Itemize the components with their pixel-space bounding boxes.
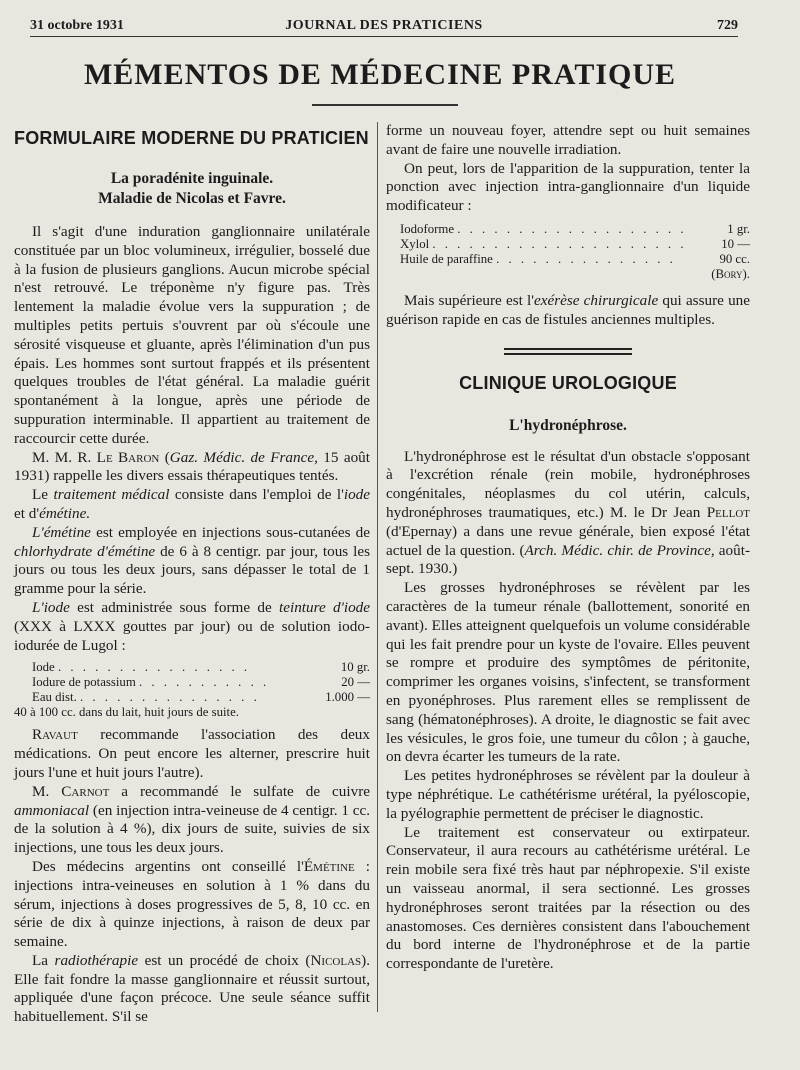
column-divider xyxy=(377,122,378,1012)
formula-row: Iodoforme . . . . . . . . . . . . . . . . . . . 1 gr. xyxy=(400,221,750,236)
emph-radiotherapie: radiothérapie xyxy=(54,951,139,969)
formula-author-bory: (Bory). xyxy=(711,266,750,281)
text-fragment: (en injection intra-veineuse de 4 centigr. 1 cc. de la solution à 4 %), dix jours de suite, suivies de six injections, une tous les deux jours. xyxy=(14,801,371,857)
formula-lugol xyxy=(14,655,370,705)
author-nicolas: Nicolas xyxy=(310,951,362,969)
article-title-hydronephrose: L'hydronéphrose. xyxy=(509,416,627,434)
formula-item: Huile de paraffine xyxy=(400,251,493,266)
right-column xyxy=(386,122,750,974)
article-title-line-1: La poradénite inguinale. xyxy=(110,170,274,187)
paragraph-continuation: forme un nouveau foyer, attendre sept ou huit semaines avant de faire une nouvelle irradiation. xyxy=(386,122,750,158)
text-fragment: consiste dans l'emploi de l' xyxy=(174,486,344,504)
formula-qty: 90 cc. xyxy=(719,251,750,266)
text-fragment: Le xyxy=(32,486,49,504)
text-fragment: Mais supérieure est l' xyxy=(404,291,534,309)
text-fragment: L'hydronéphrose est le résultat d'un obstacle s'opposant à l'excrétion rénale (rein mobile, hydronéphroses congénitales, néoplasmes du col utérin, calculs, hydronéphroses traumatiques, etc.) M. le Dr Jean xyxy=(386,447,750,521)
journal-name: JOURNAL DES PRATICIENS xyxy=(285,18,483,33)
left-column xyxy=(14,122,370,1027)
paragraph-traitement: Le traitement est conservateur ou extirpateur. Conservateur, il aura recours au cathétérisme urétéral. Le rein mobile sera fixé très haut par néphropexie. S'il existe un vaisseau anormal, il sera sectionné. Les grosses hydronéphroses seront traitées par la résection ou des anastomoses. Ces dernières consistent dans l'abouchement du bord interne de l'hydronéphrose et de la partie correspondante de l'uretère. xyxy=(386,823,750,973)
paragraph-grosses: Les grosses hydronéphroses se révèlent par les caractères de la tumeur rénale (ballottement, sonorité en avant). Elles atteignent quelquefois un volume considérable qui les fait prendre pour un kyste de l'ovaire. Elles peuvent se rompre et produire des symptômes de péritonite, comprimer les organes voisins, s'infectent, se transforment en pyonéphroses. Plus rarement elles se remplissent de sang (hématonéphroses). A droite, le diagnostic se fait avec les vésicules, le gros foie, une tumeur du côlon ; à gauche, on devra écarter les tumeurs de la rate. xyxy=(386,579,750,766)
article-title-line-2: Maladie de Nicolas et Favre. xyxy=(98,190,286,207)
emph-chlorhydrate: chlorhydrate d'émétine xyxy=(14,542,156,560)
running-header xyxy=(30,16,738,37)
formula-row: Iodure de potassium . . . . . . . . . . . 20 — xyxy=(32,675,370,690)
title-rule xyxy=(312,104,458,106)
section-heading-clinique: CLINIQUE UROLOGIQUE xyxy=(459,372,677,393)
author-le-baron: M. R. Le Baron xyxy=(54,448,160,466)
author-pellot: Pellot xyxy=(706,503,750,521)
emph-traitement: traitement médical xyxy=(53,486,170,504)
issue-date: 31 octobre 1931 xyxy=(30,18,124,33)
paragraph-traitement-medical xyxy=(14,486,370,524)
emph-exerese: exérèse chirurgicale xyxy=(533,291,659,309)
formula-qty: 1 gr. xyxy=(727,221,750,236)
paragraph-ponction: On peut, lors de l'apparition de la suppuration, tenter la ponction avec injection intra-ganglionnaire d'un liquide modificateur : xyxy=(386,159,750,215)
author-ravaut: Ravaut xyxy=(32,726,78,744)
paragraph-carnot xyxy=(14,783,370,858)
section-double-rule xyxy=(504,348,632,355)
paragraph-exerese xyxy=(386,292,750,330)
formula-item: Iodoforme xyxy=(400,221,455,236)
text-fragment: : injections intra-veineuses en solution à 1 % dans du sérum, injections à doses progressives de 5, 8, 10 cc. en série de dix à quinze injections, à raison de deux par semaine. xyxy=(14,857,371,951)
paragraph-le-baron-rest: 15 août 1931) rappelle les divers essais thérapeutiques tentés. xyxy=(14,448,370,485)
text-fragment: recommande l'association des deux médications. On peut encore les alterner, prescrire huit jours l'une et huit jours l'autre). xyxy=(14,726,370,781)
dose-instructions: 40 à 100 cc. dans du lait, huit jours de suite. xyxy=(14,705,239,720)
formula-row: Iode . . . . . . . . . . . . . . . . 10 gr. xyxy=(32,660,370,675)
formula-qty: 10 gr. xyxy=(340,660,370,675)
text-fragment: (d'Epernay) a dans une revue générale, bien exposé l'état actuel de la question. ( xyxy=(386,522,750,559)
text-fragment: M. xyxy=(32,782,50,800)
text-fragment: de 6 à 8 centigr. par jour, tous les jours ou tous les deux jours, sans dépasser le total de 1 gramme pour la série. xyxy=(14,542,370,598)
formula-qty: 10 — xyxy=(721,236,750,251)
text-fragment: est un procédé de choix ( xyxy=(144,951,311,969)
paragraph-iode xyxy=(14,599,370,655)
formula-row: Xylol . . . . . . . . . . . . . . . . . . . . . 10 — xyxy=(400,236,750,251)
text-fragment: (XXX à LXXX gouttes par jour) ou de solution iodo-iodurée de Lugol : xyxy=(14,617,370,654)
text-fragment: a recommandé le sulfate de cuivre xyxy=(121,782,370,800)
paragraph-argentins xyxy=(14,858,370,952)
paragraph-emetine xyxy=(14,524,370,599)
emph-emetine-sc: Émétine xyxy=(303,857,355,875)
paragraph-le-baron: M. M. R. Le Baron (Gaz. Médic. de France, 15 août 1931) rappelle les divers essais thérapeutiques tentés. xyxy=(14,448,370,485)
main-title: MÉMENTOS DE MÉDECINE PRATIQUE xyxy=(83,58,677,91)
emph-emetine: émétine. xyxy=(39,504,91,522)
text-fragment: est administrée sous forme de xyxy=(77,598,272,616)
text-fragment: Des médecins argentins ont conseillé l' xyxy=(32,857,304,875)
paragraph-ravaut xyxy=(14,726,370,782)
formula-qty: 1.000 — xyxy=(325,690,370,705)
emph-teinture: teinture d'iode xyxy=(279,598,371,616)
text-fragment: La xyxy=(32,951,49,969)
text-fragment: août-sept. 1930.) xyxy=(386,541,751,578)
formula-item: Iodure de potassium xyxy=(32,675,136,690)
paragraph-petites: Les petites hydronéphroses se révèlent par la douleur à type néphrétique. Le cathétérisme urétéral, la pyéloscopie, la pyélographie permettent de préciser le diagnostic. xyxy=(386,767,750,822)
author-carnot: Carnot xyxy=(61,782,110,800)
formula-qty: 20 — xyxy=(341,675,370,690)
formula-row: Huile de paraffine . . . . . . . . . . . . . . . 90 cc. xyxy=(400,251,750,266)
emph-ammoniacal: ammoniacal xyxy=(14,801,90,819)
formula-row: Eau dist. . . . . . . . . . . . . . . . 1.000 — xyxy=(32,690,370,705)
text-fragment: qui assure une guérison rapide en cas de fistules anciennes multiples. xyxy=(386,291,750,328)
page-number: 729 xyxy=(717,18,738,33)
paragraph-radiotherapie xyxy=(14,952,370,1027)
source-arch-medic: Arch. Médic. chir. de Province, xyxy=(524,541,715,559)
formula-item: Xylol xyxy=(400,236,430,251)
emph-iode: iode xyxy=(343,486,371,504)
emph-l-emetine: L'émétine xyxy=(32,523,91,541)
source-gaz-medic: Gaz. Médic. de France, xyxy=(169,448,318,466)
formula-item: Iode xyxy=(32,660,55,675)
formula-item: Eau dist. xyxy=(32,690,77,705)
emph-l-iode: L'iode xyxy=(32,598,70,616)
text-fragment: est employée en injections sous-cutanées de xyxy=(96,523,370,541)
paragraph-definition xyxy=(386,448,750,580)
formula-iodoforme xyxy=(386,216,750,282)
paragraph-description: Il s'agit d'une induration ganglionnaire unilatérale constituée par un bloc volumineux, irrégulier, bosselé due à la fusion de plusieurs ganglions. Aucun microbe spécial n'est retrouvé. Le tréponème n'y figure pas. Très lentement la maladie évolue vers la suppuration ; de multiples petits pertuis s'ouvrent par où s'écoule une sérosité visqueuse et gluante, après l'élimination d'un pus épais. Les hommes sont surtout frappés et ils présentent quelques troubles de l'état général. La maladie guérit spontanément à la longue, après une période de suppuration interminable. Il appartient au traitement de raccourcir cette durée. xyxy=(14,223,370,447)
text-fragment: ). Elle fait fondre la masse ganglionnaire et réussit surtout, appliquée d'une façon précoce. Une seule séance suffit habituellement. S'il se xyxy=(14,951,370,1026)
section-heading-formulaire: FORMULAIRE MODERNE DU PRATICIEN xyxy=(14,128,369,148)
text-fragment: et d' xyxy=(14,504,40,522)
